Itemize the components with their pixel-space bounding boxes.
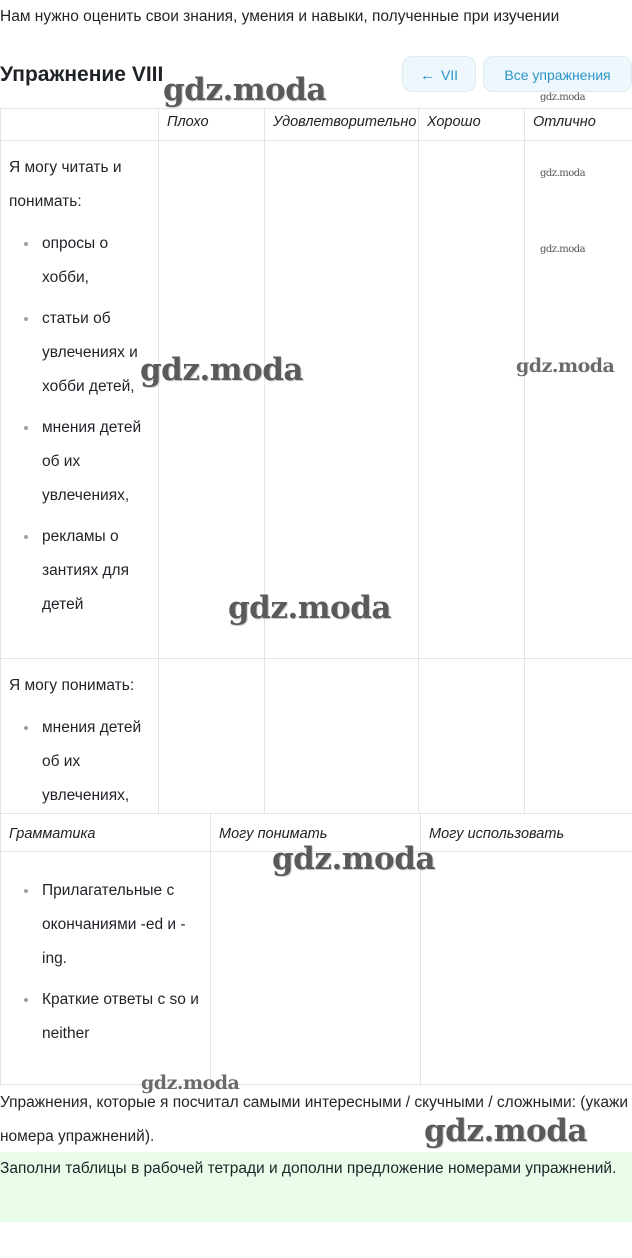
table-header-poor: Плохо <box>159 109 265 141</box>
watermark: gdz.moda <box>424 1113 587 1149</box>
table-row <box>1 852 632 1085</box>
rating-cell <box>159 141 265 659</box>
watermark: gdz.moda <box>140 352 303 388</box>
list-item: статьи об увлечениях и хобби детей, <box>23 302 158 404</box>
watermark: gdz.moda <box>228 590 391 626</box>
list-item: Прилагательные с окончаниями -ed и -ing. <box>23 874 210 976</box>
assessment-cell <box>421 852 632 1085</box>
list-item: мнения детей об их увлечениях, <box>23 411 158 513</box>
prev-exercise-button[interactable] <box>402 56 476 92</box>
table-header-cell <box>1 109 159 141</box>
exercise-title: Упражнение VIII <box>0 63 164 86</box>
watermark: gdz.moda <box>163 72 326 108</box>
prev-exercise-label: VII <box>440 67 459 83</box>
rating-cell <box>419 659 525 814</box>
all-exercises-button[interactable]: Все упражнения <box>483 56 632 92</box>
table-header-satisfactory: Удовлетворительно <box>265 109 419 141</box>
arrow-left-icon: ← <box>419 67 435 84</box>
table-header-row <box>1 109 632 141</box>
skill-list <box>1 711 158 813</box>
rating-cell <box>265 659 419 814</box>
skill-list <box>1 227 158 622</box>
list-item: мнения детей об их увлечениях, <box>23 711 158 813</box>
watermark: gdz.moda <box>272 841 435 877</box>
interesting-exercises-note: Упражнения, которые я посчитал самыми интересными / скучными / сложными: (укажи номера упражнений). <box>0 1094 628 1145</box>
self-assessment-table <box>0 108 632 814</box>
rating-cell <box>419 141 525 659</box>
grammar-cell <box>1 852 211 1085</box>
intro-text: Нам нужно оценить свои знания, умения и навыки, полученные при изучении <box>0 8 560 25</box>
rating-cell <box>159 659 265 814</box>
skill-cell <box>1 141 159 659</box>
task-instruction: Заполни таблицы в рабочей тетради и дополни предложение номерами упражнений. <box>0 1152 632 1222</box>
list-item: рекламы о зантиях для детей <box>23 520 158 622</box>
skill-lead: Я могу читать и понимать: <box>9 159 122 210</box>
table-header-good: Хорошо <box>419 109 525 141</box>
list-item: опросы о хобби, <box>23 227 158 295</box>
table-header-can-use: Могу использовать <box>421 814 632 852</box>
rating-cell <box>525 141 632 659</box>
table-row <box>1 141 632 659</box>
grammar-list <box>1 874 210 1051</box>
skill-cell <box>1 659 159 814</box>
assessment-cell <box>211 852 421 1085</box>
watermark: gdz.moda <box>141 1072 240 1094</box>
watermark: gdz.moda <box>540 244 586 255</box>
watermark: gdz.moda <box>516 355 615 377</box>
watermark: gdz.moda <box>540 92 586 103</box>
watermark: gdz.moda <box>540 168 586 179</box>
rating-cell <box>265 141 419 659</box>
skill-lead: Я могу понимать: <box>9 677 135 694</box>
table-header-excellent: Отлично <box>525 109 632 141</box>
table-header-grammar: Грамматика <box>1 814 211 852</box>
table-row <box>1 659 632 814</box>
table-header-can-understand: Могу понимать <box>211 814 421 852</box>
rating-cell <box>525 659 632 814</box>
list-item: Краткие ответы с so и neither <box>23 983 210 1051</box>
